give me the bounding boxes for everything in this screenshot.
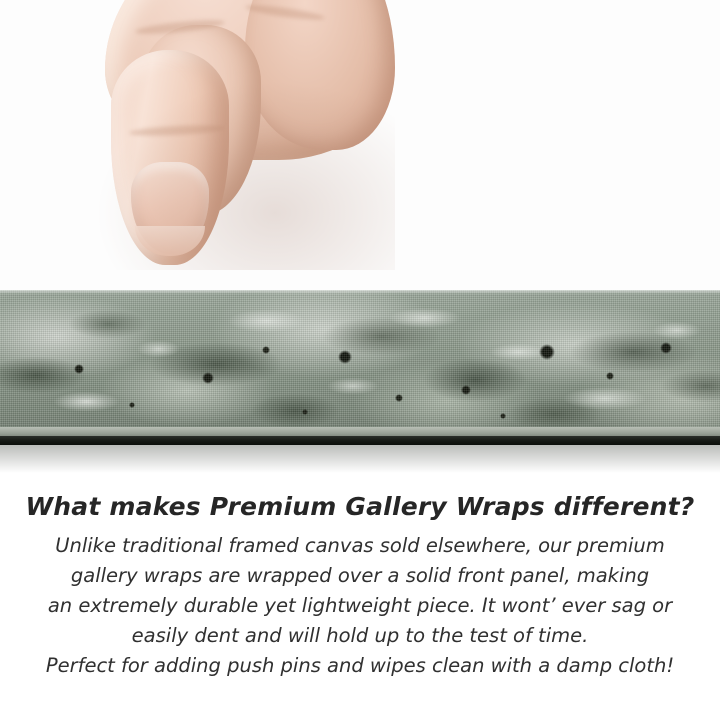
canvas-bottom-shadow bbox=[0, 436, 720, 445]
canvas-weave-texture bbox=[0, 290, 720, 445]
canvas-drop-shadow bbox=[0, 445, 720, 473]
caption-line-4: easily dent and will hold up to the test of time. bbox=[131, 624, 589, 647]
caption-line-2: gallery wraps are wrapped over a solid front panel, making bbox=[70, 564, 650, 587]
canvas-edge-strip bbox=[0, 290, 720, 445]
caption-line-1: Unlike traditional framed canvas sold elsewhere, our premium bbox=[55, 534, 665, 557]
caption-line-3: an extremely durable yet lightweight piece. It wont’ ever sag or bbox=[47, 594, 673, 617]
caption-headline: What makes Premium Gallery Wraps different? bbox=[25, 492, 695, 521]
photo-top-area bbox=[0, 0, 720, 292]
caption-block bbox=[0, 492, 720, 681]
hand-graphic bbox=[95, 0, 395, 292]
canvas-top-highlight bbox=[0, 290, 720, 294]
caption-line-5: Perfect for adding push pins and wipes clean with a damp cloth! bbox=[45, 654, 675, 677]
